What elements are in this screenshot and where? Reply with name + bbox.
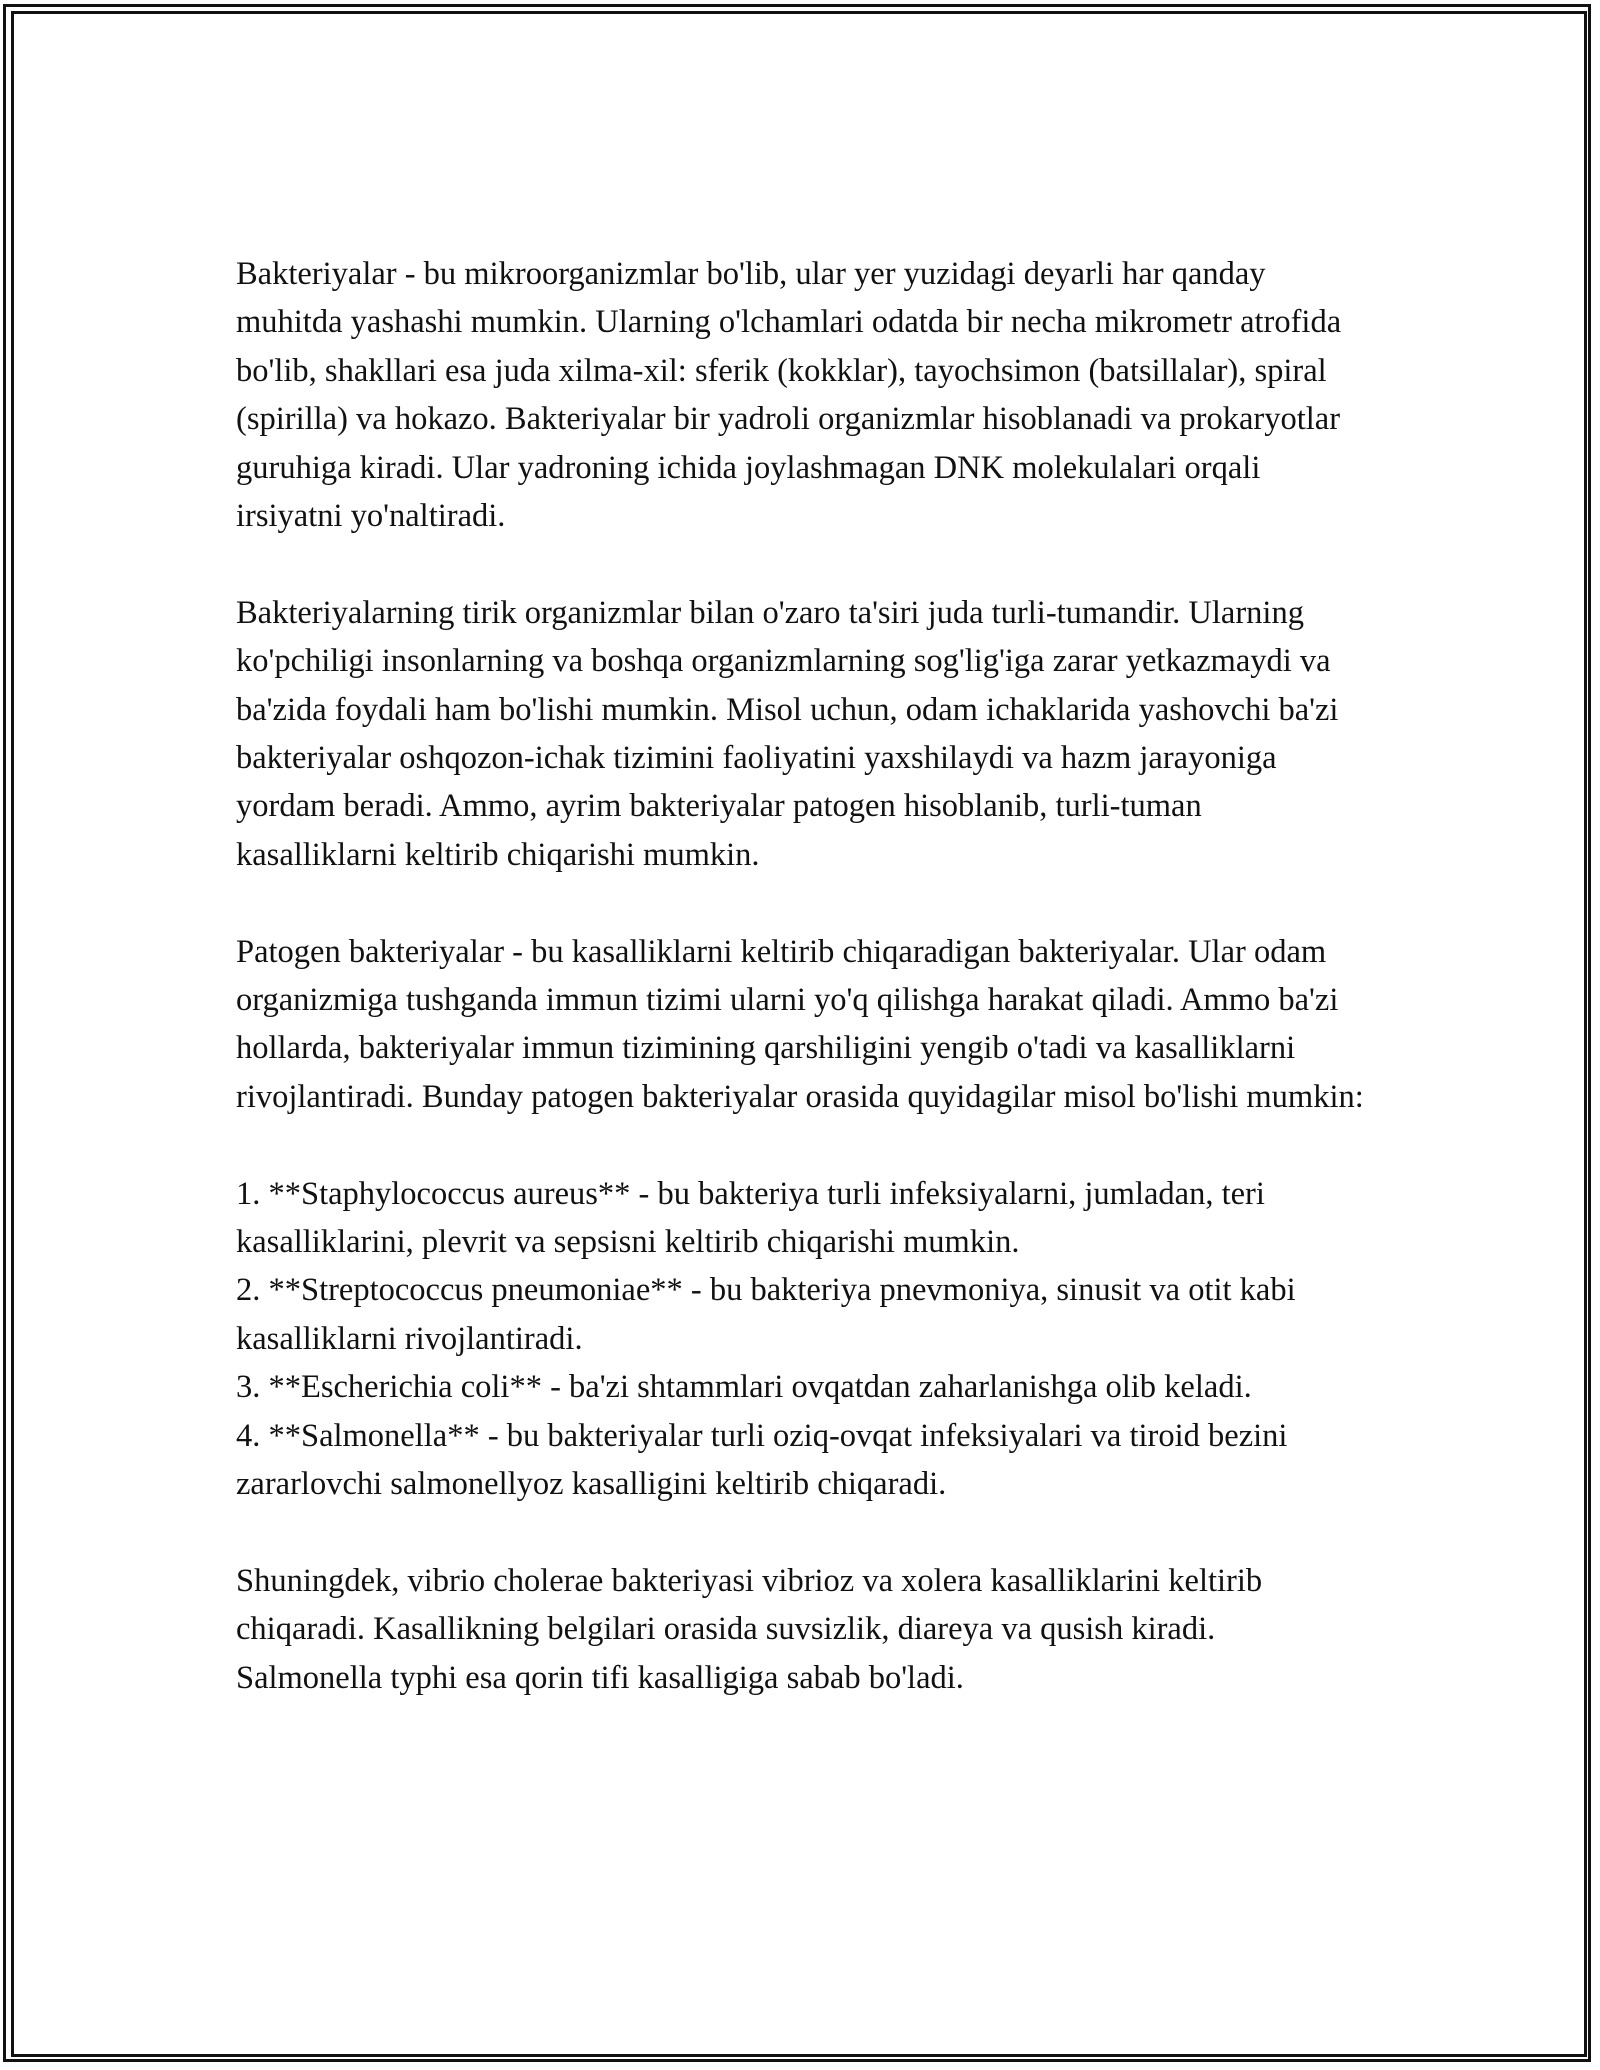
paragraph-closing: Shuningdek, vibrio cholerae bakteriyasi vibrioz va xolera kasalliklarini keltirib chiqaradi. Kasallikning belgilari orasida suvsizlik, diareya va qusish kiradi. Salmonella typhi esa qorin tifi kasalligiga sabab bo'ladi. <box>236 1562 1263 1696</box>
list-item: 1. **Staphylococcus aureus** - bu bakteriya turli infeksiyalarni, jumladan, teri kasalliklarini, plevrit va sepsisni keltirib chiqarishi mumkin. <box>236 1175 1265 1261</box>
paragraph-intro: Bakteriyalar - bu mikroorganizmlar bo'lib, ular yer yuzidagi deyarli har qanday muhitda yashashi mumkin. Ularning o'lchamlari odatda bir necha mikrometr atrofida bo'lib, shakllari esa juda xilma-xil: sferik (kokklar), tayochsimon (batsillalar), spiral (spirilla) va hokazo. Bakteriyalar bir yadroli organizmlar hisoblanadi va prokaryotlar guruhiga kiradi. Ular yadroning ichida joylashmagan DNK molekulalari orqali irsiyatni yo'naltiradi. <box>236 256 1342 535</box>
list-item: 3. **Escherichia coli** - ba'zi shtammlari ovqatdan zaharlanishga olib keladi. <box>236 1369 1252 1406</box>
paragraph-pathogens: Patogen bakteriyalar - bu kasalliklarni keltirib chiqaradigan bakteriyalar. Ular odam organizmiga tushganda immun tizimi ularni yo'q qilishga harakat qiladi. Ammo ba'zi hollarda, bakteriyalar immun tizimining qarshiligini yengib o'tadi va kasalliklarni rivojlantiradi. Bunday patogen bakteriyalar orasida quyidagilar misol bo'lishi mumkin: <box>236 933 1364 1115</box>
list-item: 2. **Streptococcus pneumoniae** - bu bakteriya pnevmoniya, sinusit va otit kabi kasalliklarni rivojlantiradi. <box>236 1272 1296 1357</box>
pathogen-list <box>236 1170 1366 1509</box>
document-body <box>236 250 1366 1751</box>
list-item: 4. **Salmonella** - bu bakteriyalar turli oziq-ovqat infeksiyalari va tiroid bezini zararlovchi salmonellyoz kasalligini keltirib chiqaradi. <box>236 1417 1288 1503</box>
paragraph-interaction: Bakteriyalarning tirik organizmlar bilan o'zaro ta'siri juda turli-tumandir. Ularning ko'pchiligi insonlarning va boshqa organizmlarning sog'lig'iga zarar yetkazmaydi va ba'zida foydali ham bo'lishi mumkin. Misol uchun, odam ichaklarida yashovchi ba'zi bakteriyalar oshqozon-ichak tizimini faoliyatini yaxshilaydi va hazm jarayoniga yordam beradi. Ammo, ayrim bakteriyalar patogen hisoblanib, turli-tuman kasalliklarni keltirib chiqarishi mumkin. <box>236 594 1339 873</box>
